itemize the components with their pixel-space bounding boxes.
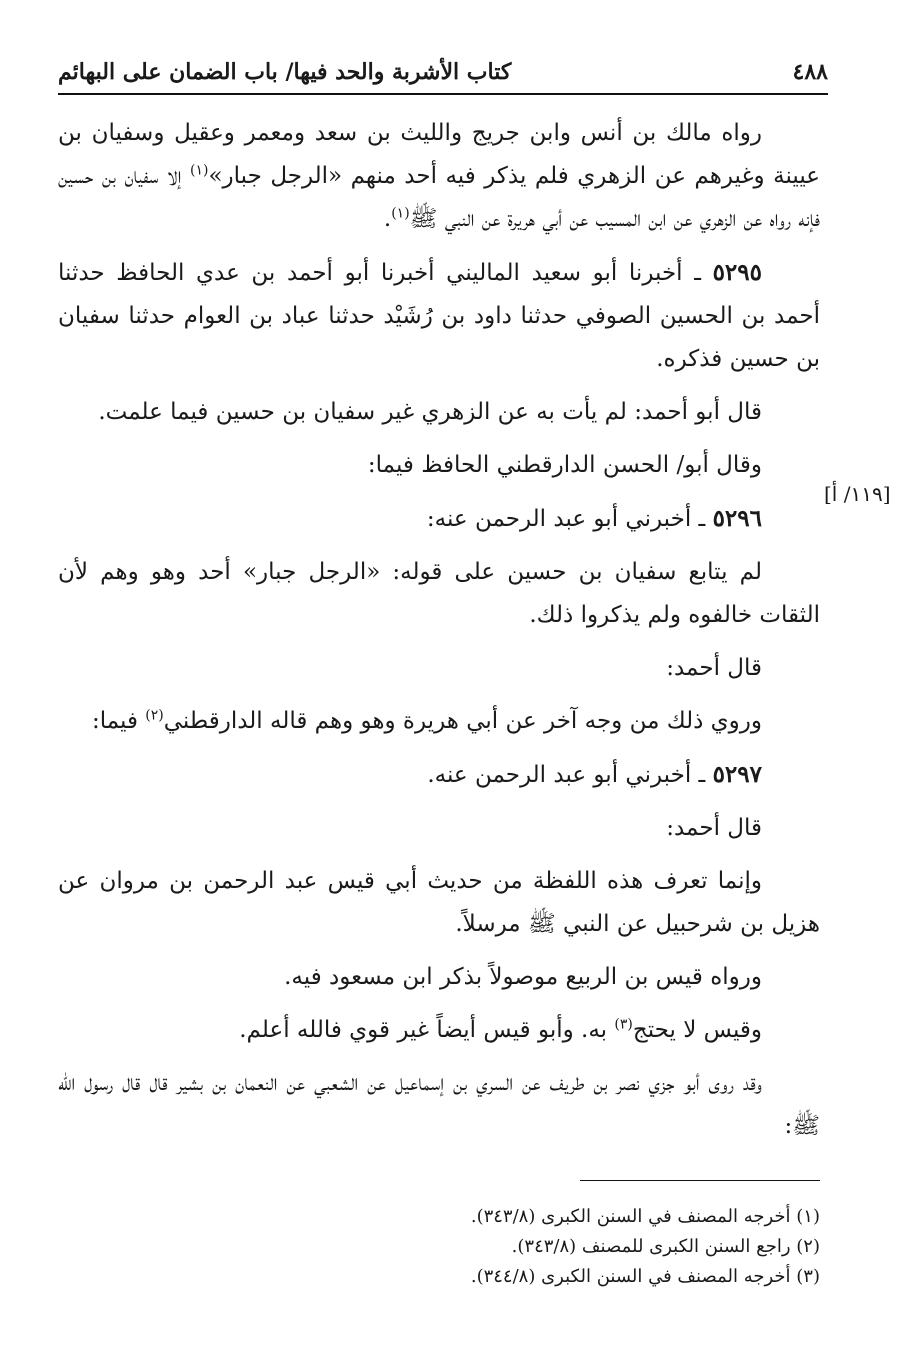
footnote: (٣) أخرجه المصنف في السنن الكبرى (٣٤٤/٨). — [470, 1266, 820, 1287]
footnote-ref: (٣) — [614, 1016, 633, 1033]
paragraph: ورواه قيس بن الربيع موصولاً بذكر ابن مسعود فيه. — [284, 964, 762, 990]
paragraph: وإنما تعرف هذه اللفظة من حديث أبي قيس عبد الرحمن بن مروان عن هزيل بن شرحبيل عن النبي ﷺ مرسلاً. — [58, 868, 820, 937]
footnote-ref: (١) — [391, 205, 410, 222]
paragraph: لم يتابع سفيان بن حسين على قوله: «الرجل جبار» أحد وهو وهم لأن الثقات خالفوه ولم يذكروا ذلك. — [58, 559, 820, 628]
page-number: ٤٨٨ — [792, 59, 828, 85]
hadith-number: ٥٢٩٥ — [712, 259, 762, 286]
hadith-entry: ٥٢٩٦ ـ أخبرني أبو عبد الرحمن عنه: — [426, 505, 762, 532]
hadith-number: ٥٢٩٧ — [712, 761, 762, 788]
paragraph: وقيس لا يحتج$^{(٣)}$ به. وأبو قيس أيضاً غير قوي فالله أعلم. — [239, 1016, 762, 1043]
footnote-ref: (٢) — [145, 707, 164, 724]
hadith-entry: ٥٢٩٧ ـ أخبرني أبو عبد الرحمن عنه. — [427, 761, 762, 788]
running-title: كتاب الأشربة والحد فيها/ باب الضمان على البهائم — [58, 59, 512, 85]
margin-folio-note: [١١٩/ أ] — [824, 482, 891, 506]
paragraph: وروي ذلك من وجه آخر عن أبي هريرة وهو وهم قاله الدارقطني$^{(٢)}$ فيما: — [91, 707, 762, 734]
header-divider — [58, 93, 828, 95]
main-text — [58, 112, 820, 1158]
paragraph: قال أبو أحمد: لم يأت به عن الزهري غير سفيان بن حسين فيما علمت. — [98, 399, 762, 425]
hadith-number: ٥٢٩٦ — [712, 505, 762, 532]
footnote: (٢) راجع السنن الكبرى للمصنف (٣٤٣/٨). — [511, 1236, 820, 1257]
hadith-entry: ٥٢٩٥ ـ أخبرنا أبو سعيد الماليني أخبرنا أبو أحمد بن عدي الحافظ حدثنا أحمد بن الحسين الصوفي حدثنا داود بن رُشَيْد حدثنا عباد بن العوام حدثنا سفيان بن حسين فذكره. — [58, 259, 820, 372]
paragraph: رواه مالك بن أنس وابن جريج والليث بن سعد ومعمر وعقيل وسفيان بن عيينة وغيرهم عن الزهري فلم يذكر فيه أحد منهم «الرجل جبار»$^{(١)}$ إلا سفيان بن حسين فإنه رواه عن الزهري عن ابن المسيب عن أبي هريرة عن النبي ﷺ$^{(١)}$. — [58, 120, 820, 232]
paragraph: قال أحمد: — [666, 815, 762, 841]
paragraph: وقد روى أبو جزي نصر بن طريف عن السري بن إسماعيل عن الشعبي عن النعمان بن بشير قال قال رسول الله ﷺ: — [58, 1070, 820, 1139]
footnote: (١) أخرجه المصنف في السنن الكبرى (٣٤٣/٨). — [470, 1206, 820, 1227]
footnote-ref: (١) — [190, 162, 209, 179]
footnotes — [58, 1202, 820, 1292]
paragraph: قال أحمد: — [666, 655, 762, 681]
paragraph: وقال أبو/ الحسن الدارقطني الحافظ فيما: — [367, 452, 762, 478]
footnote-divider — [580, 1180, 820, 1181]
page-header — [58, 52, 828, 92]
